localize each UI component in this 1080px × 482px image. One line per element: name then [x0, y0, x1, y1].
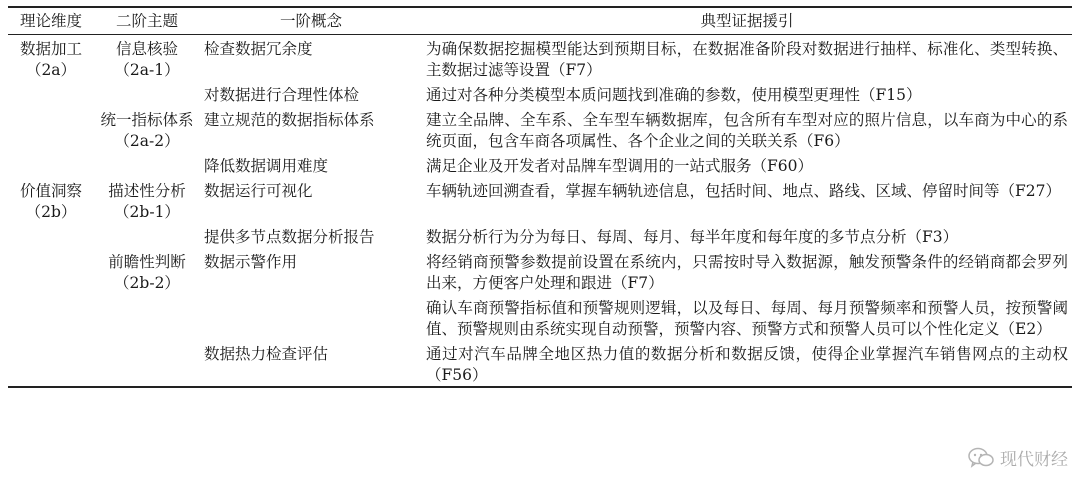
header-first-order-concept: 一阶概念 — [279, 12, 342, 30]
theme-cell — [94, 81, 200, 106]
table-header-row — [8, 7, 1072, 35]
theme-cell — [94, 340, 200, 387]
theme-cell: 信息核验（2a-1） — [114, 40, 180, 79]
table-row — [8, 177, 1072, 223]
dimension-cell — [8, 81, 94, 106]
theme-cell — [94, 152, 200, 177]
table-row — [8, 106, 1072, 152]
concept-cell: 数据示警作用 — [204, 253, 298, 271]
watermark — [964, 445, 1072, 470]
concept-cell: 建立规范的数据指标体系 — [204, 111, 375, 129]
dimension-cell: 价值洞察（2b） — [19, 182, 82, 221]
table-row — [8, 223, 1072, 248]
theme-cell — [94, 294, 200, 340]
table-row — [8, 340, 1072, 387]
watermark-text: 现代财经 — [1000, 450, 1068, 470]
evidence-cell: 车辆轨迹回溯查看，掌握车辆轨迹信息，包括时间、地点、路线、区域、停留时间等（F27） — [426, 182, 1061, 200]
theme-cell — [94, 223, 200, 248]
dimension-cell — [8, 223, 94, 248]
dimension-cell — [8, 152, 94, 177]
evidence-cell: 满足企业及开发者对品牌车型调用的一站式服务（F60） — [426, 157, 813, 175]
evidence-cell: 将经销商预警参数提前设置在系统内，只需按时导入数据源，触发预警条件的经销商都会罗列出来，方便客户处理和跟进（F7） — [426, 253, 1068, 292]
table-row — [8, 248, 1072, 294]
evidence-cell: 建立全品牌、全车系、全车型车辆数据库，包含所有车型对应的照片信息，以车商为中心的系统页面，包含车商各项属性、各个企业之间的关联关系（F6） — [426, 111, 1068, 150]
header-dimension: 理论维度 — [19, 12, 82, 30]
concept-cell — [200, 294, 422, 340]
dimension-cell — [8, 294, 94, 340]
concept-cell: 提供多节点数据分析报告 — [204, 228, 375, 246]
table-row — [8, 294, 1072, 340]
table-row — [8, 35, 1072, 82]
dimension-cell: 数据加工（2a） — [19, 40, 82, 79]
evidence-cell: 为确保数据挖掘模型能达到预期目标，在数据准备阶段对数据进行抽样、标准化、类型转换、主数据过滤等设置（F7） — [426, 40, 1068, 79]
dimension-cell — [8, 106, 94, 152]
evidence-cell: 数据分析行为分为每日、每周、每月、每半年度和每年度的多节点分析（F3） — [426, 228, 959, 246]
header-second-order-theme: 二阶主题 — [115, 12, 178, 30]
evidence-cell: 通过对汽车品牌全地区热力值的数据分析和数据反馈，使得企业掌握汽车销售网点的主动权（F56） — [426, 345, 1068, 384]
table-row — [8, 81, 1072, 106]
concept-cell: 数据热力检查评估 — [204, 345, 329, 363]
dimension-cell — [8, 340, 94, 387]
evidence-table — [8, 6, 1072, 388]
evidence-cell: 确认车商预警指标值和预警规则逻辑，以及每日、每周、每月预警频率和预警人员，按预警阈值、预警规则由系统实现自动预警，预警内容、预警方式和预警人员可以个性化定义（E2） — [426, 299, 1068, 338]
theme-cell: 统一指标体系（2a-2） — [100, 111, 194, 150]
wechat-icon — [968, 447, 994, 469]
theme-cell: 描述性分析（2b-1） — [108, 182, 186, 221]
concept-cell: 检查数据冗余度 — [204, 40, 313, 58]
dimension-cell — [8, 248, 94, 294]
theme-cell: 前瞻性判断（2b-2） — [108, 253, 186, 292]
evidence-cell: 通过对各种分类模型本质问题找到准确的参数，使用模型更理性（F15） — [426, 86, 922, 104]
concept-cell: 降低数据调用难度 — [204, 157, 329, 175]
table-row — [8, 152, 1072, 177]
concept-cell: 数据运行可视化 — [204, 182, 313, 200]
concept-cell: 对数据进行合理性体检 — [204, 86, 360, 104]
header-evidence: 典型证据援引 — [700, 12, 794, 30]
